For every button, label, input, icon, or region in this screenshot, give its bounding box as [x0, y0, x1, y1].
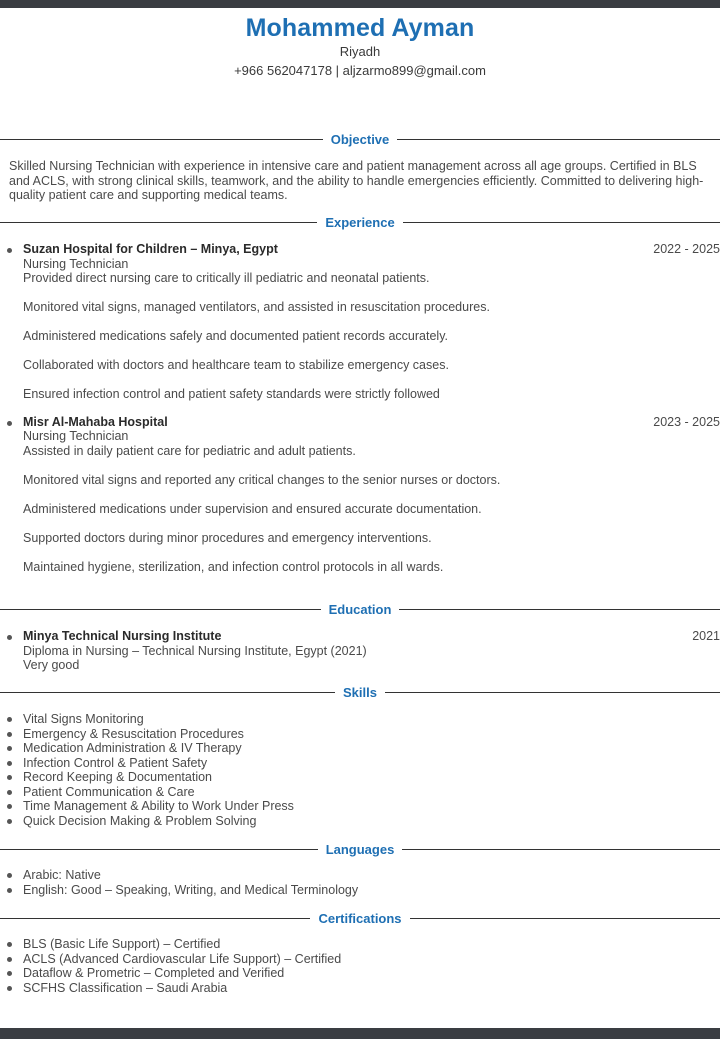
- section-title-experience: Experience: [325, 214, 395, 230]
- list-item: English: Good – Speaking, Writing, and Medical Terminology: [23, 882, 359, 897]
- bullet-icon: [7, 635, 12, 640]
- list-item: Arabic: Native: [23, 868, 358, 883]
- list-item: Vital Signs Monitoring: [23, 712, 294, 727]
- bottom-bar: [0, 1028, 720, 1039]
- degree: Diploma in Nursing – Technical Nursing Institute, Egypt (2021): [23, 644, 367, 658]
- job-duty: Maintained hygiene, sterilization, and infection control protocols in all wards.: [23, 560, 444, 574]
- divider: [0, 918, 310, 919]
- candidate-name: Mohammed Ayman: [245, 14, 475, 42]
- job-org: Suzan Hospital for Children – Minya, Egypt: [23, 242, 278, 256]
- grade: Very good: [23, 658, 80, 672]
- job-duty: Provided direct nursing care to critically ill pediatric and neonatal patients.: [23, 271, 430, 285]
- list-item: Time Management & Ability to Work Under Press: [23, 799, 294, 813]
- section-title-education: Education: [328, 601, 392, 617]
- job-dates: 2023 - 2025: [653, 415, 720, 429]
- divider: [403, 222, 720, 223]
- bullet-icon: [7, 421, 12, 426]
- divider: [399, 609, 720, 610]
- objective-text: Skilled Nursing Technician with experience in intensive care and patient management across all age groups. Certified in BLS and ACLS, with strong clinical skills, teamwork, and the ability to handle emergencies efficiently. Committed to delivering high-quality patient care and supporting medical teams.: [9, 159, 704, 202]
- job-duty: Supported doctors during minor procedures and emergency interventions.: [23, 531, 432, 545]
- job-duty: Ensured infection control and patient safety standards were strictly followed: [23, 387, 440, 401]
- list-item: Quick Decision Making & Problem Solving: [23, 814, 294, 829]
- divider: [0, 222, 317, 223]
- certifications-heading: [0, 910, 720, 926]
- job-org: Misr Al-Mahaba Hospital: [23, 415, 168, 429]
- job-duty: Monitored vital signs, managed ventilators, and assisted in resuscitation procedures.: [23, 300, 490, 314]
- graduation-year: 2021: [692, 629, 720, 643]
- list-item: Record Keeping & Documentation: [23, 770, 294, 785]
- job-duty: Monitored vital signs and reported any critical changes to the senior nurses or doctors.: [23, 473, 501, 487]
- divider: [0, 692, 335, 693]
- list-item: Emergency & Resuscitation Procedures: [23, 727, 294, 742]
- divider: [385, 692, 720, 693]
- divider: [0, 849, 318, 850]
- section-title-objective: Objective: [330, 131, 390, 147]
- list-item: Infection Control & Patient Safety: [23, 756, 294, 771]
- divider: [410, 918, 720, 919]
- school-name: Minya Technical Nursing Institute: [23, 629, 222, 643]
- divider: [0, 139, 323, 140]
- contact-info: +966 562047178 | aljzarmo899@gmail.com: [234, 63, 486, 78]
- certifications-list: [23, 937, 341, 995]
- job-duty: Administered medications under supervision and ensured accurate documentation.: [23, 502, 482, 516]
- section-title-certifications: Certifications: [318, 910, 402, 926]
- section-title-skills: Skills: [343, 684, 377, 700]
- job-duty: Assisted in daily patient care for pediatric and adult patients.: [23, 444, 356, 458]
- job-role: Nursing Technician: [23, 257, 129, 271]
- job-duty: Administered medications safely and documented patient records accurately.: [23, 329, 448, 343]
- list-item: Medication Administration & IV Therapy: [23, 741, 294, 756]
- list-item: BLS (Basic Life Support) – Certified: [23, 937, 341, 952]
- list-item: Dataflow & Prometric – Completed and Verified: [23, 966, 341, 981]
- languages-heading: [0, 841, 720, 857]
- skills-heading: [0, 684, 720, 700]
- job-role: Nursing Technician: [23, 429, 129, 443]
- section-title-languages: Languages: [325, 841, 395, 857]
- list-item: Patient Communication & Care: [23, 785, 294, 800]
- divider: [0, 609, 321, 610]
- list-item: ACLS (Advanced Cardiovascular Life Support) – Certified: [23, 951, 342, 966]
- candidate-city: Riyadh: [339, 44, 381, 59]
- job-duty: Collaborated with doctors and healthcare team to stabilize emergency cases.: [23, 358, 449, 372]
- job-dates: 2022 - 2025: [653, 242, 720, 256]
- bullet-icon: [7, 248, 12, 253]
- top-bar: [0, 0, 720, 8]
- objective-heading: [0, 131, 720, 147]
- divider: [402, 849, 720, 850]
- list-item: SCFHS Classification – Saudi Arabia: [23, 981, 341, 996]
- experience-heading: [0, 214, 720, 230]
- divider: [397, 139, 720, 140]
- education-heading: [0, 601, 720, 617]
- languages-list: [23, 868, 358, 897]
- skills-list: [23, 712, 294, 828]
